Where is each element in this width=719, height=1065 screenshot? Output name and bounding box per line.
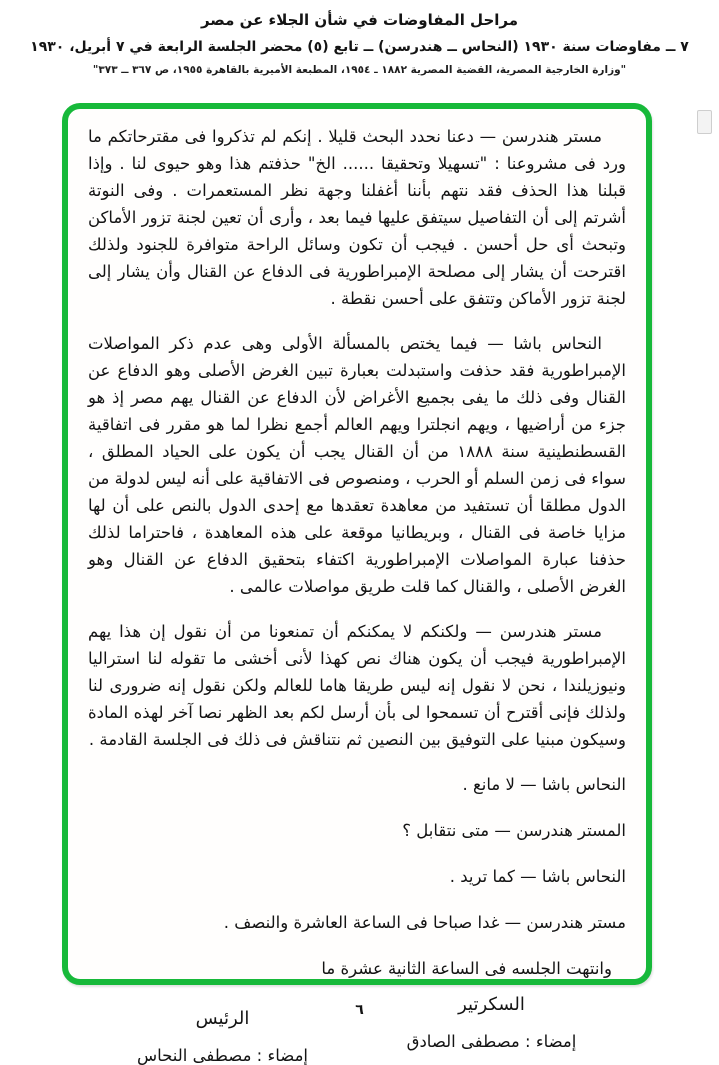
dialogue-line-nahhas-as-you-wish: النحاس باشا — كما تريد . [449,867,626,886]
signature-president [88,1008,357,1065]
secretary-title: السكرتير [458,994,525,1015]
paragraph-henderson-1: مستر هندرسن — دعنا نحدد البحث قليلا . إنكم لم تذكروا فى مقترحاتكم ما ورد فى مشروعنا : "تسهيلا وتحقيقا ...... الخ" حذفتم هذا وهو حيوى لنا . وإذا قبلنا هذا الحذف فقد نتهم بأننا أغفلنا وجهة نظر المستعمرات . وفى النوتة أشرتم إلى أن التفاصيل سيتفق عليها فيما بعد ، وأرى أن تعين لجنة تزور الأماكن وتبحث أى حل أحسن . فيجب أن تكون وسائل الراحة متوافرة للجنود ولذلك اقترحت أن يشار إلى مصلحة الإمبراطورية فى الدفاع عن القنال وأن يشار إلى لجنة تزور الأماكن وتتفق على أحسن نقطة . [88,127,626,308]
dialogue-line-nahhas-no-objection: النحاس باشا — لا مانع . [462,775,626,794]
paragraph-nahhas-1: النحاس باشا — فيما يختص بالمسألة الأولى وهى عدم ذكر المواصلات الإمبراطورية فقد حذفت واستبدلت بعبارة تبين الغرض الأصلى وهو الدفاع عن القنال وفى ذلك ما يفى بجميع الأغراض لأن الدفاع عن القنال يهم مصر إذ هو جزء من أراضيها ، ويهم انجلترا ويهم العالم أجمع نظرا لما هو مقرر فى اتفاقية القسطنطينية سنة ١٨٨٨ من أن القنال يجب أن يكون على الحياد المطلق ، سواء فى زمن السلم أو الحرب ، ومنصوص فى الاتفاقية على أنه ليس لدولة من الدول مطلقا أن تستفيد من معاهدة تعقدها مع إحدى الدول بالنص على أن لها مزايا خاصة فى القنال ، وبريطانيا موقعة على هذه المعاهدة ، فاحتراما لذلك حذفنا عبارة المواصلات الإمبراطورية اكتفاء بتحقيق الدفاع عن القنال وهو الغرض الأصلى ، والقنال كما قلت طريق مواصلات عالمى . [88,334,627,596]
dialogue-line-henderson-tomorrow: مستر هندرسن — غدا صباحا فى الساعة العاشرة والنصف . [223,913,626,932]
page-title: مراحل المفاوضات في شأن الجلاء عن مصر [200,11,519,29]
scan-artifact-mark [697,110,712,134]
document-subtitle: ٧ ــ مفاوضات سنة ١٩٣٠ (النحاس ــ هندرسن) ــ تابع (٥) محضر الجلسة الرابعة في ٧ أبريل، ١٩٣٠ [30,39,689,55]
president-title: الرئيس [195,1008,250,1029]
secretary-signature: إمضاء : مصطفى الصادق [406,1032,577,1051]
session-closing-line: وانتهت الجلسه فى الساعة الثانية عشرة ما [321,959,612,978]
page-header [0,0,719,76]
signature-secretary [357,994,626,1065]
president-signature: إمضاء : مصطفى النحاس [136,1046,308,1065]
paragraph-henderson-2: مستر هندرسن — ولكنكم لا يمكنكم أن تمنعونا من أن نقول إن هذا يهم الإمبراطورية فيجب أن يكون هناك نص كهذا لأنى أخشى ما تقوله لنا استراليا ونيوزيلندا ، نحن لا نقول إنه ليس طريقا هاما للعالم ولكن نقول إنه ضرورى لنا ولذلك فإنى أقترح أن تسمحوا لى بأن أرسل لكم بعد الظهر نصا آخر لهذه المادة وسيكون مبنيا على التوفيق بين النصين ثم نتناقش فى ذلك فى الجلسة القادمة . [88,622,626,749]
dialogue-line-henderson-when-meet: المستر هندرسن — متى نتقابل ؟ [402,821,626,840]
source-citation: "وزارة الخارجية المصرية، القضية المصرية ١٨٨٢ ـ ١٩٥٤، المطبعة الأميرية بالقاهرة ١٩٥٥، ص ٣٦٧ ــ ٣٧٣" [92,64,627,76]
highlight-frame [62,103,652,1065]
page-number: ٦ [355,1002,364,1018]
